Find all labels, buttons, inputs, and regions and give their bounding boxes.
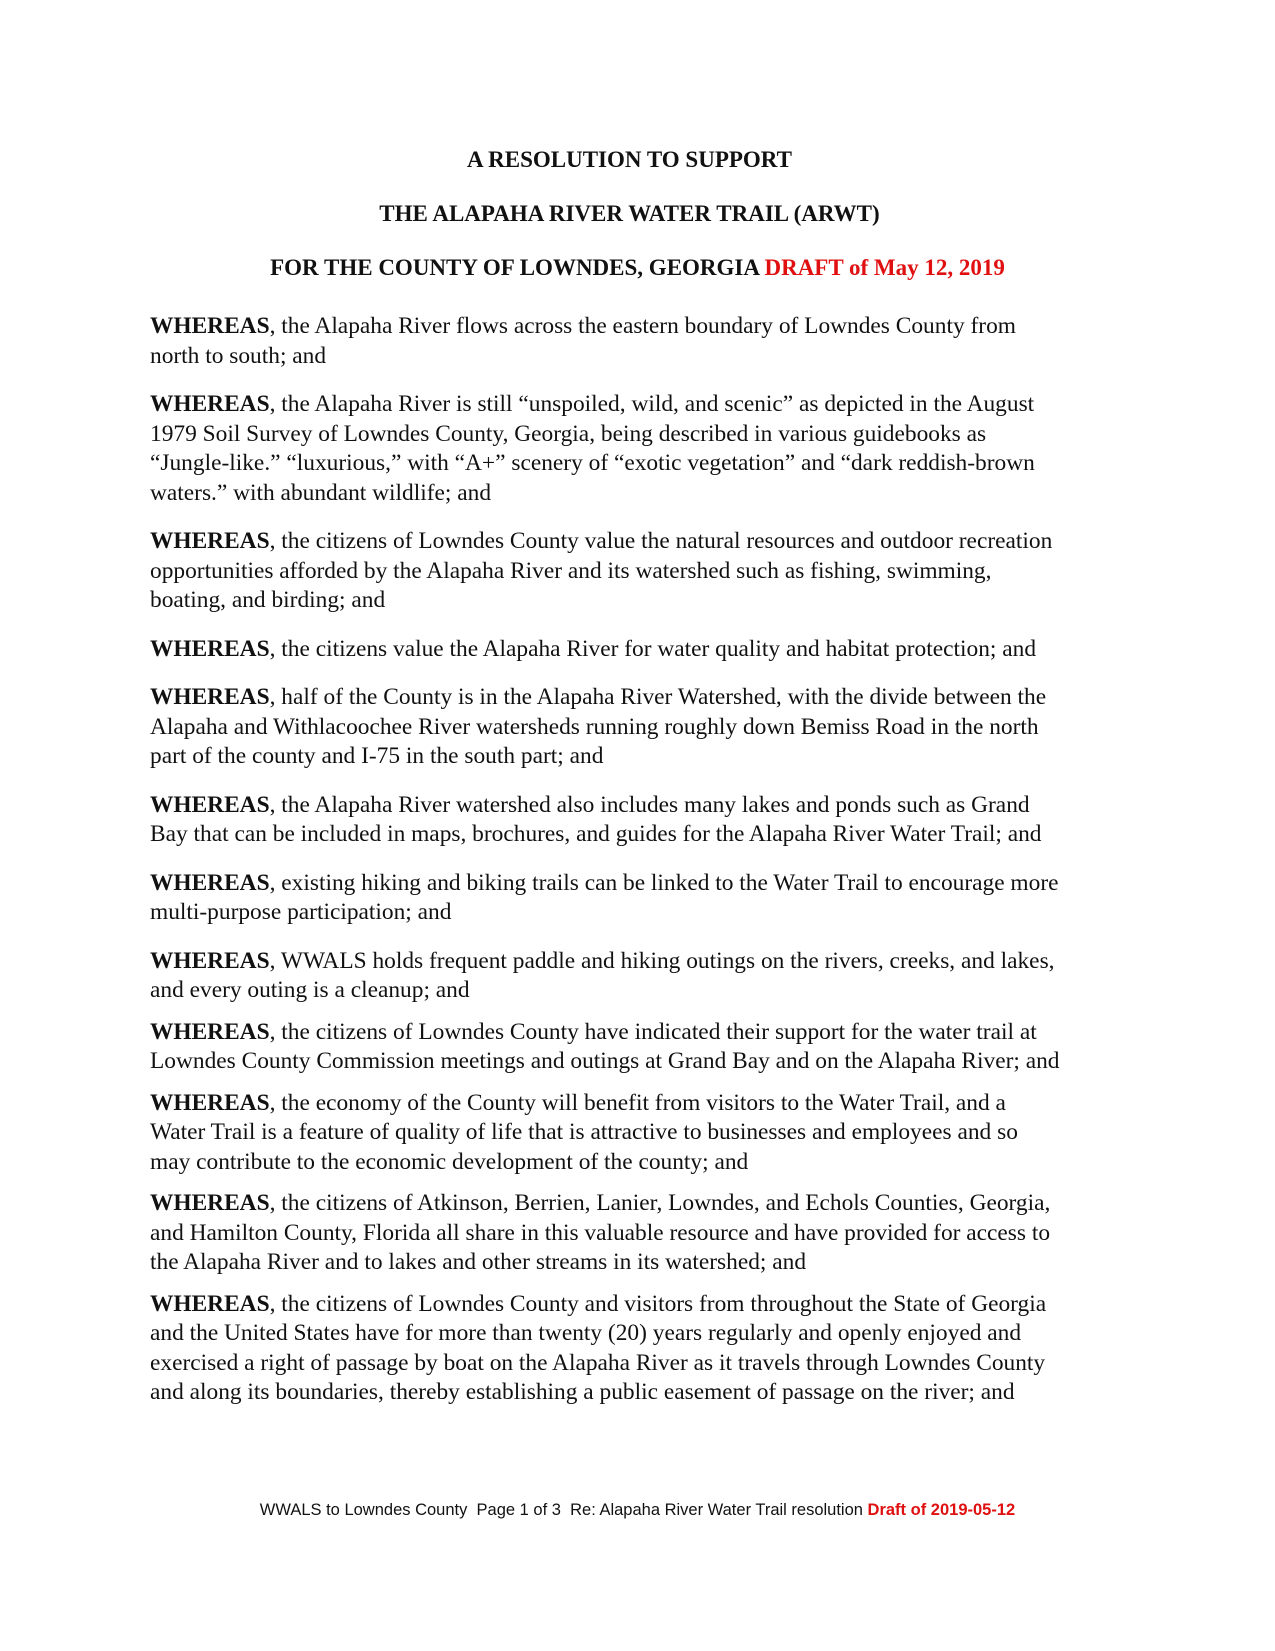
whereas-keyword: WHEREAS xyxy=(150,1018,270,1045)
whereas-paragraph xyxy=(150,869,1140,928)
whereas-paragraph xyxy=(150,1189,1140,1278)
whereas-paragraph xyxy=(150,947,1140,1006)
whereas-paragraph xyxy=(150,683,1140,772)
page-footer xyxy=(0,1500,1275,1520)
whereas-keyword: WHEREAS xyxy=(150,791,270,818)
whereas-keyword: WHEREAS xyxy=(150,1290,270,1317)
title-line-3 xyxy=(0,254,1275,282)
whereas-keyword: WHEREAS xyxy=(150,313,270,339)
paragraph-text: , the Alapaha River flows across the eastern boundary of Lowndes County from north to south; and xyxy=(150,313,1016,369)
whereas-paragraph xyxy=(150,312,1140,371)
whereas-paragraph xyxy=(150,390,1140,508)
footer-draft-date: Draft of 2019-05-12 xyxy=(867,1501,1016,1519)
paragraph-text: , half of the County is in the Alapaha River Watershed, with the divide between the Alapaha and Withlacoochee River watersheds running roughly down Bemiss Road in the north part of the county and I-75 in the south part; and xyxy=(150,684,1047,769)
paragraph-text: , existing hiking and biking trails can be linked to the Water Trail to encourage more multi-purpose participation; and xyxy=(150,869,1059,925)
whereas-paragraph xyxy=(150,527,1140,616)
paragraph-text: , WWALS holds frequent paddle and hiking outings on the rivers, creeks, and lakes, and every outing is a cleanup; and xyxy=(150,947,1055,1003)
whereas-paragraph xyxy=(150,635,1140,665)
paragraph-text: , the citizens of Atkinson, Berrien, Lanier, Lowndes, and Echols Counties, Georgia, and Hamilton County, Florida all share in this valuable resource and have provided for access to the Alapaha River and to lakes and other streams in its watershed; and xyxy=(150,1190,1051,1275)
paragraph-text: , the Alapaha River is still “unspoiled, wild, and scenic” as depicted in the August 1979 Soil Survey of Lowndes County, Georgia, being described in various guidebooks as “Jungle-like.” “luxurious,” with “A+” scenery of “exotic vegetation” and “dark reddish-brown waters.” with abundant wildlife; and xyxy=(150,391,1035,506)
whereas-keyword: WHEREAS xyxy=(150,684,270,710)
whereas-keyword: WHEREAS xyxy=(150,528,270,554)
paragraph-text: , the citizens of Lowndes County and visitors from throughout the State of Georgia and the United States have for more than twenty (20) years regularly and openly enjoyed and exercised a right of passage by boat on the Alapaha River as it travels through Lowndes County and along its boundaries, thereby establishing a public easement of passage on the river; and xyxy=(150,1290,1047,1405)
paragraph-text: , the economy of the County will benefit from visitors to the Water Trail, and a Water Trail is a feature of quality of life that is attractive to businesses and employees and so may contribute to the economic development of the county; and xyxy=(150,1089,1018,1175)
title-line-2: THE ALAPAHA RIVER WATER TRAIL (ARWT) xyxy=(379,201,880,226)
title-county: FOR THE COUNTY OF LOWNDES, GEORGIA xyxy=(270,255,759,280)
paragraph-text: , the citizens of Lowndes County value the natural resources and outdoor recreation opportunities afforded by the Alapaha River and its watershed such as fishing, swimming, boating, and birding; and xyxy=(150,528,1053,613)
title-line-1: A RESOLUTION TO SUPPORT xyxy=(467,147,792,172)
whereas-paragraph xyxy=(150,1089,1140,1178)
whereas-paragraph xyxy=(150,1290,1140,1408)
footer-text: WWALS to Lowndes County Page 1 of 3 Re: Alapaha River Water Trail resolution xyxy=(259,1501,868,1519)
whereas-paragraph xyxy=(150,791,1140,850)
title-draft-date: DRAFT of May 12, 2019 xyxy=(764,255,1005,280)
whereas-keyword: WHEREAS xyxy=(150,1089,270,1116)
whereas-keyword: WHEREAS xyxy=(150,635,270,662)
whereas-keyword: WHEREAS xyxy=(150,947,270,974)
whereas-paragraph xyxy=(150,1018,1140,1077)
paragraph-text: , the citizens value the Alapaha River for water quality and habitat protection; and xyxy=(269,635,1037,662)
paragraph-text: , the citizens of Lowndes County have indicated their support for the water trail at Lowndes County Commission meetings and outings at Grand Bay and on the Alapaha River; and xyxy=(150,1018,1060,1074)
whereas-keyword: WHEREAS xyxy=(150,1190,270,1216)
resolution-body xyxy=(150,312,1140,1408)
whereas-keyword: WHEREAS xyxy=(150,869,270,896)
paragraph-text: , the Alapaha River watershed also includes many lakes and ponds such as Grand Bay that can be included in maps, brochures, and guides for the Alapaha River Water Trail; and xyxy=(150,791,1042,847)
whereas-keyword: WHEREAS xyxy=(150,391,270,417)
